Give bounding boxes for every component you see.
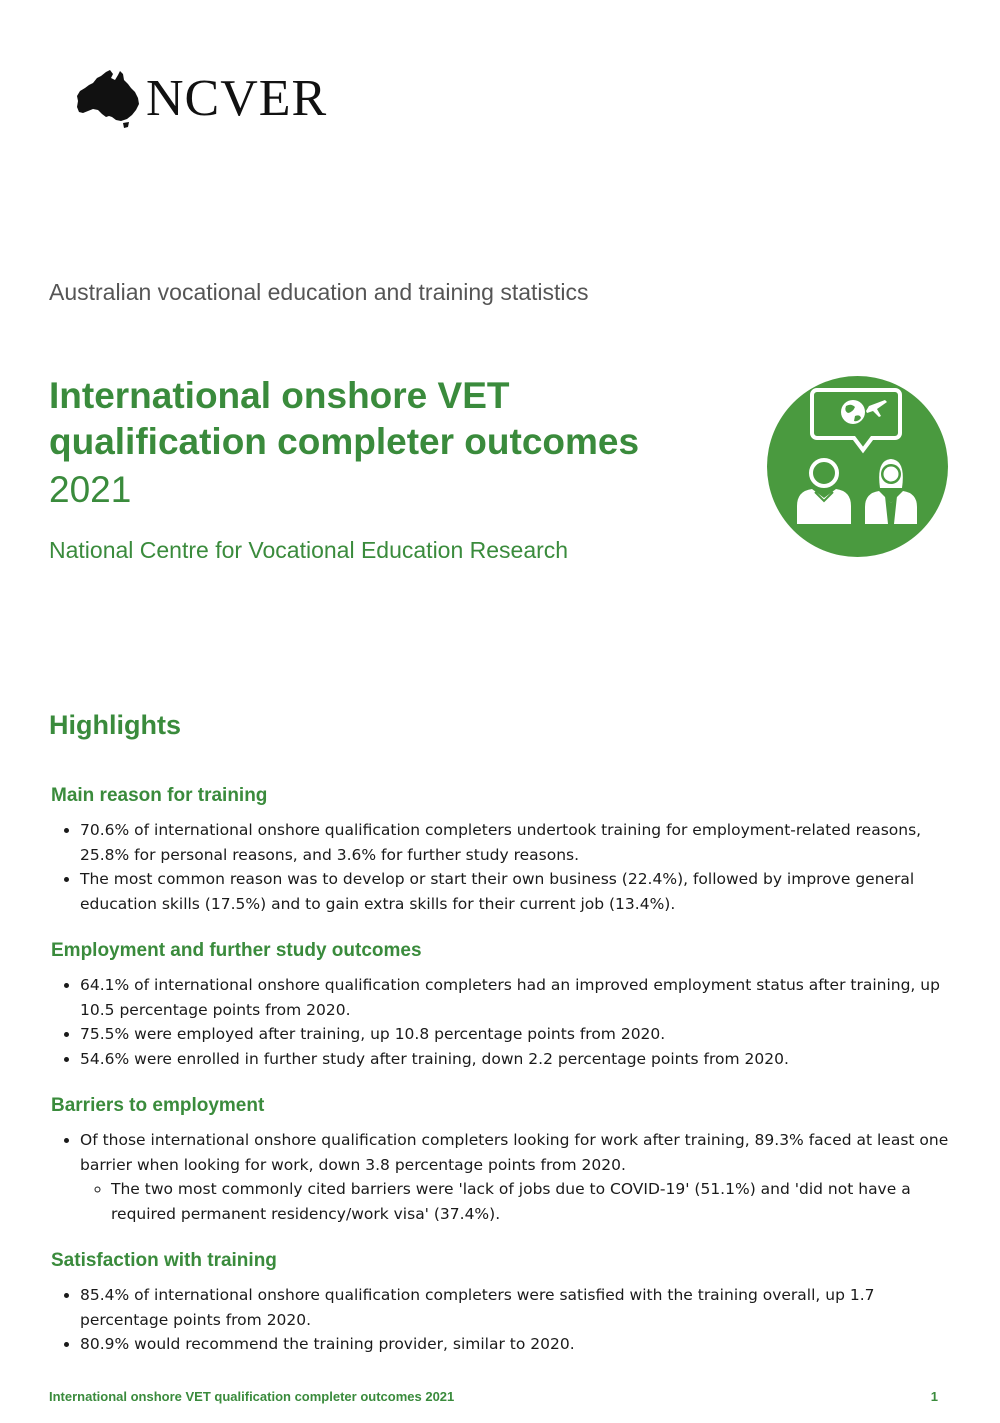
organisation-name: National Centre for Vocational Education Research xyxy=(49,537,569,563)
sub-bullet-list xyxy=(80,1177,956,1226)
ncver-logo xyxy=(76,68,327,130)
list-item xyxy=(80,1128,956,1226)
section-main-reason xyxy=(51,782,956,916)
logo-text: NCVER xyxy=(146,70,328,127)
list-item: • 75.5% were employed after training, up 10.8 percentage points from 2020. xyxy=(80,1022,956,1047)
section-heading: Barriers to employment xyxy=(51,1095,265,1116)
list-item: • 70.6% of international onshore qualification completers undertook training for employment-related reasons, 25.8% for personal reasons, and 3.6% for further study reasons. xyxy=(80,818,956,867)
list-item: • 64.1% of international onshore qualification completers had an improved employment status after training, up 10.5 percentage points from 2020. xyxy=(80,973,956,1022)
section-heading: Employment and further study outcomes xyxy=(51,940,422,961)
australia-map-icon xyxy=(76,69,142,129)
section-heading: Satisfaction with training xyxy=(51,1250,277,1271)
bullet-list xyxy=(51,818,956,916)
highlights-heading: Highlights xyxy=(49,710,181,740)
list-item: • 85.4% of international onshore qualification completers were satisfied with the training overall, up 1.7 percentage points from 2020. xyxy=(80,1283,956,1332)
series-label: Australian vocational education and training statistics xyxy=(49,279,589,305)
report-title-line-2: qualification completer outcomes xyxy=(49,421,640,462)
page-number: 1 xyxy=(930,1389,938,1404)
list-item: • 80.9% would recommend the training provider, similar to 2020. xyxy=(80,1332,956,1357)
list-item-text: Of those international onshore qualification completers looking for work after training, 89.3% faced at least one barrier when looking for work, down 3.8 percentage points from 2020. xyxy=(80,1131,949,1174)
report-title xyxy=(49,373,749,465)
bullet-list xyxy=(51,1128,956,1226)
list-item: • 54.6% were enrolled in further study after training, down 2.2 percentage points from 2020. xyxy=(80,1047,956,1072)
report-year: 2021 xyxy=(49,469,132,510)
footer-title: International onshore VET qualification completer outcomes 2021 xyxy=(49,1389,455,1404)
section-heading: Main reason for training xyxy=(51,785,268,806)
section-barriers xyxy=(51,1092,956,1226)
section-employment-outcomes xyxy=(51,937,956,1071)
highlights-sections xyxy=(51,782,956,1378)
report-title-line-1: International onshore VET xyxy=(49,375,510,416)
bullet-list xyxy=(51,973,956,1071)
bullet-list xyxy=(51,1283,956,1357)
list-item: • The most common reason was to develop or start their own business (22.4%), followed by improve general education skills (17.5%) and to gain extra skills for their current job (13.4%). xyxy=(80,867,956,916)
sub-list-item: ◦ The two most commonly cited barriers were 'lack of jobs due to COVID-19' (51.1%) and 'did not have a required permanent residency/work visa' (37.4%). xyxy=(111,1177,956,1226)
section-satisfaction xyxy=(51,1247,956,1357)
people-conversation-icon xyxy=(767,376,948,557)
